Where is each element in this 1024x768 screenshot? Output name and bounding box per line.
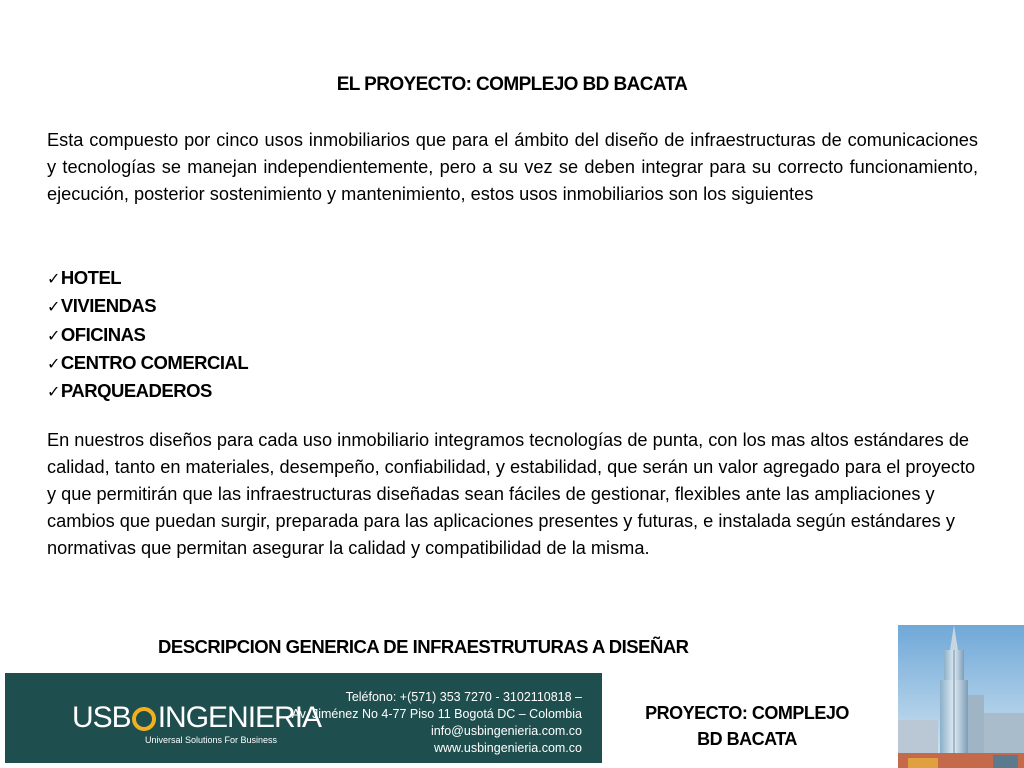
list-item: ✓HOTEL	[47, 267, 122, 288]
contact-address: Av. Jiménez No 4-77 Piso 11 Bogotá DC – Colombia	[291, 707, 582, 721]
uses-list	[47, 264, 248, 405]
contact-web: www.usbingenieria.com.co	[434, 741, 582, 755]
checkmark-icon: ✓	[47, 325, 60, 345]
contact-info	[292, 689, 582, 757]
list-item: ✓PARQUEADEROS	[47, 380, 212, 402]
list-item: ✓VIVIENDAS	[47, 295, 157, 317]
intro-paragraph: Esta compuesto por cinco usos inmobiliarios que para el ámbito del diseño de infraestructuras de comunicaciones y tecnologías se manejan independientemente, pero a su vez se deben integrar para su correcto funcionamiento, ejecución, posterior sostenimiento y mantenimiento, estos usos inmobiliarios son los siguientes	[47, 130, 978, 204]
logo-ingenieria-text: INGENIERIA	[157, 701, 322, 734]
company-logo	[72, 700, 321, 736]
checkmark-icon: ✓	[47, 353, 60, 373]
contact-phone: Teléfono: +(571) 353 7270 - 3102110818 –	[345, 690, 582, 704]
design-paragraph: En nuestros diseños para cada uso inmobiliario integramos tecnologías de punta, con los mas altos estándares de calidad, tanto en materiales, desempeño, confiabilidad, y estabilidad, que serán un valor agregado para el proyecto y que permitirán que las infraestructuras diseñadas sean fáciles de gestionar, flexibles ante las ampliaciones y cambios que puedan surgir, preparada para las aplicaciones presentes y futuras, e instalada según estándares y normativas que permitan asegurar la calidad y compatibilidad de la misma.	[47, 430, 976, 558]
section-heading: DESCRIPCION GENERICA DE INFRAESTRUTURAS A DISEÑAR	[158, 636, 689, 657]
logo-tagline: Universal Solutions For Business	[145, 735, 278, 745]
logo-ring-icon	[132, 707, 156, 731]
checkmark-icon: ✓	[47, 297, 60, 317]
list-item: ✓CENTRO COMERCIAL	[47, 351, 249, 373]
building-photo	[898, 625, 1024, 768]
contact-email: info@usbingenieria.com.co	[431, 724, 582, 738]
page-title: EL PROYECTO: COMPLEJO BD BACATA	[336, 74, 688, 95]
checkmark-icon: ✓	[47, 382, 60, 402]
list-item: ✓OFICINAS	[47, 323, 146, 345]
checkmark-icon: ✓	[47, 269, 60, 288]
project-label: PROYECTO: COMPLEJO BD BACATA	[645, 703, 849, 749]
logo-usb-text: USB	[72, 701, 131, 734]
